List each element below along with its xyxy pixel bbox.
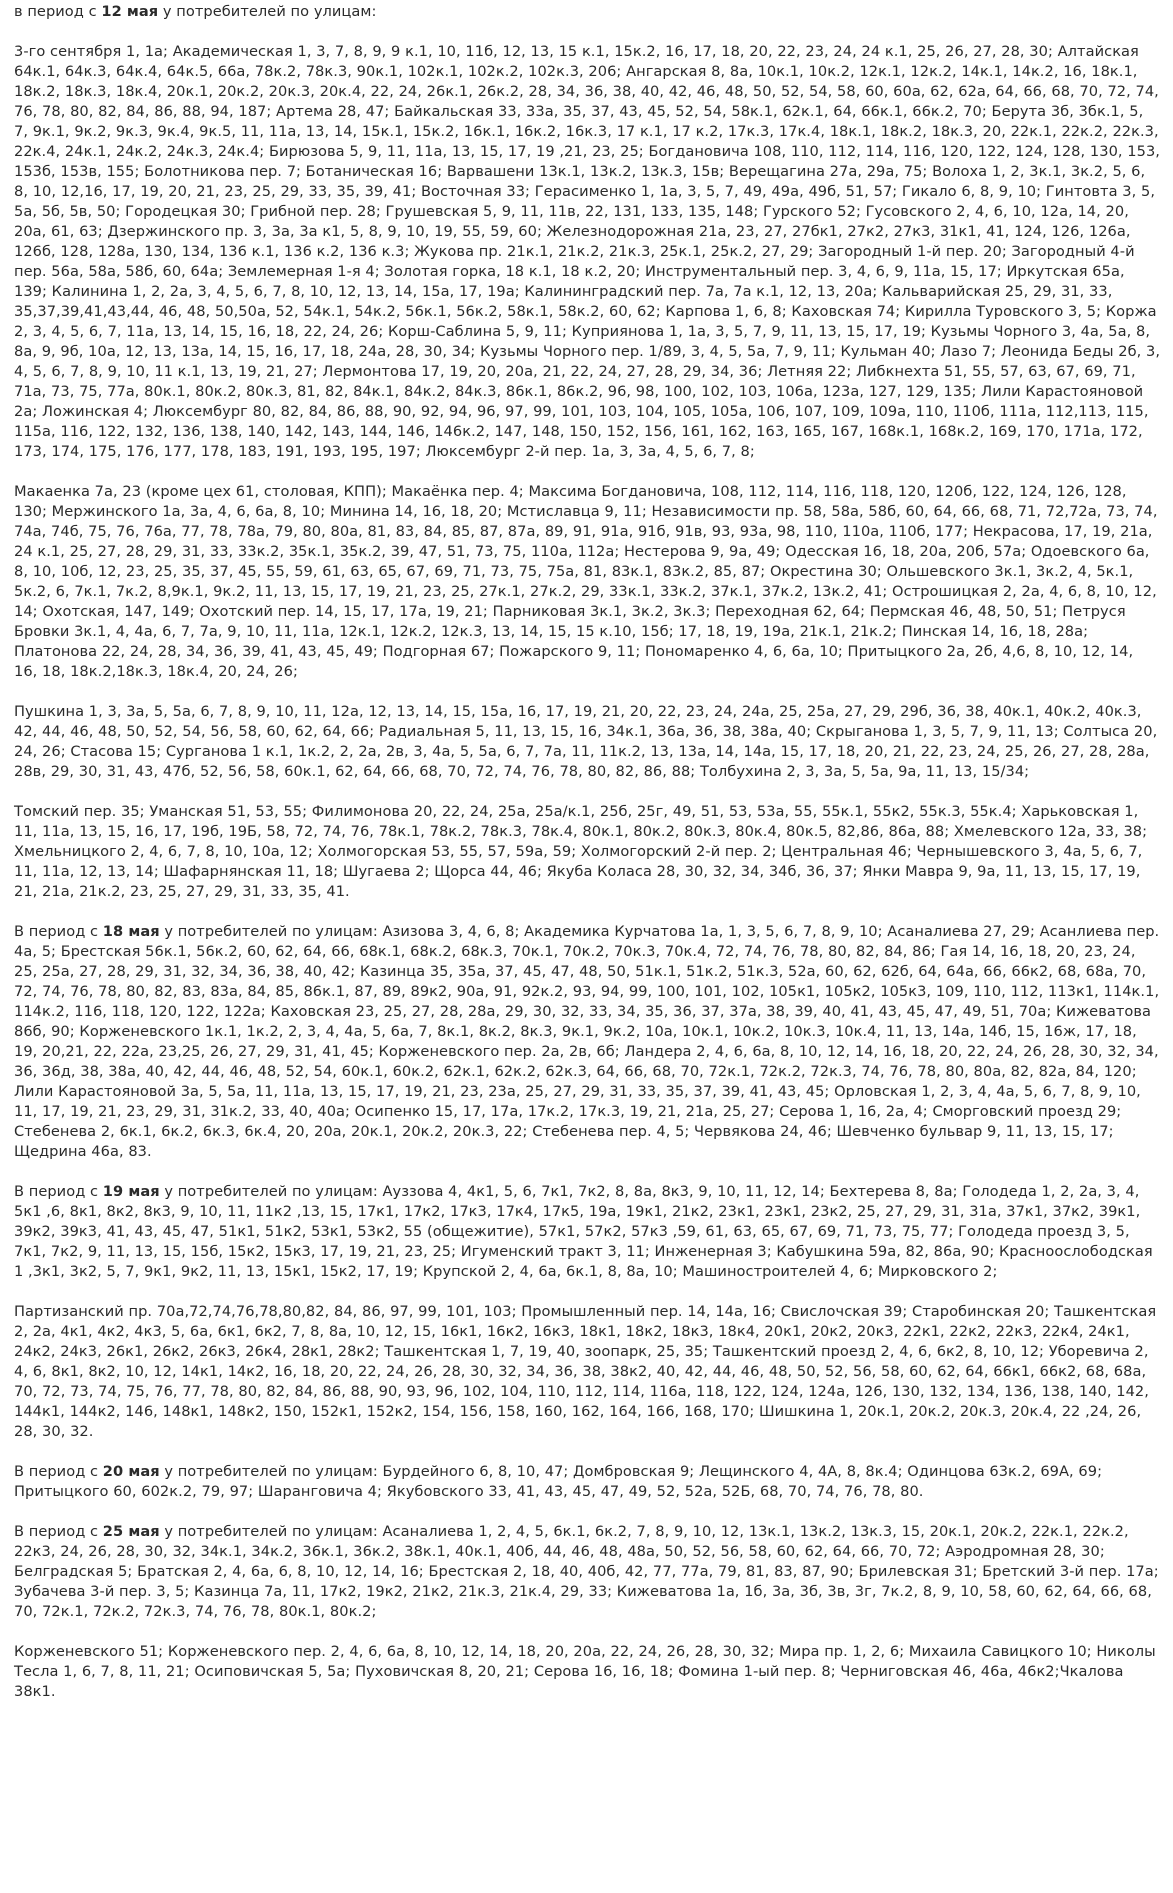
section-date: 18 мая	[102, 923, 160, 940]
intro-line	[14, 2, 1161, 22]
section-date: 20 мая	[102, 1463, 160, 1480]
may12-block-2: Макаенка 7а, 23 (кроме цех 61, столовая, КПП); Макаёнка пер. 4; Максима Богдановича, 108, 112, 114, 116, 118, 120, 120б, 122, 124, 126, 128, 130; Мержинского 1а, 3а, 4, 6, 6а, 8, 10; Минина 14, 16, 18, 20; Мстиславца 9, 11; Независимости пр. 58, 58а, 58б, 60, 64, 66, 68, 71, 72,72а, 73, 74, 74а, 74б, 75, 76, 76а, 77, 78, 78а, 79, 80, 80а, 81, 83, 84, 85, 87, 87а, 89, 91, 91а, 91б, 91в, 93, 93а, 98, 110, 110а, 110б, 177; Некрасова, 17, 19, 21а, 24 к.1, 25, 27, 28, 29, 31, 33, 33к.2, 35к.1, 35к.2, 39, 47, 51, 73, 75, 110а, 112а; Нестерова 9, 9а, 49; Одесская 16, 18, 20а, 20б, 57а; Одоевского 6а, 8, 10, 10б, 12, 23, 25, 35, 37, 45, 55, 59, 61, 63, 65, 67, 69, 71, 73, 75, 75а, 81, 83к.1, 83к.2, 85, 87; Окрестина 30; Ольшевского 3к.1, 3к.2, 4, 5к.1, 5к.2, 6, 7к.1, 7к.2, 8,9к.1, 9к.2, 11, 13, 15, 17, 19, 21, 23, 25, 27к.1, 27к.2, 29, 33к.1, 33к.2, 37к.1, 37к.2, 13к.2, 41; Острошицкая 2, 2а, 4, 6, 8, 10, 12, 14; Охотская, 147, 149; Охотский пер. 14, 15, 17, 17а, 19, 21; Парниковая 3к.1, 3к.2, 3к.3; Переходная 62, 64; Пермская 46, 48, 50, 51; Петруся Бровки 3к.1, 4, 4а, 6, 7, 7а, 9, 10, 11, 11а, 12к.1, 12к.2, 12к.3, 13, 14, 15, 15 к.10, 15б; 17, 18, 19, 19а, 21к.1, 21к.2; Пинская 14, 16, 18, 28а; Платонова 22, 24, 28, 34, 36, 39, 41, 43, 45, 49; Подгорная 67; Пожарского 9, 11; Пономаренко 4, 6, 6а, 10; Притыцкого 2а, 2б, 4,6, 8, 10, 12, 14, 16, 18, 18к.2,18к.3, 18к.4, 20, 24, 26;	[14, 483, 1158, 680]
section-prefix: В период с	[14, 1183, 103, 1200]
section-text: Корженевского 51; Корженевского пер. 2, 4, 6, 6а, 8, 10, 12, 14, 18, 20, 20а, 22, 24, 26, 28, 30, 32; Мира пр. 1, 2, 6; Михаила Савицкого 10; Николы Тесла 1, 6, 7, 8, 11, 21; Осиповичская 5, 5а; Пуховичская 8, 20, 21; Серова 16, 16, 18; Фомина 1-ый пер. 8; Черниговская 46, 46а, 46к2;Чкалова 38к1.	[14, 1643, 1156, 1700]
section-may19	[14, 1182, 1161, 1282]
section-may18	[14, 922, 1161, 1162]
section-text: у потребителей по улицам: Ауззова 4, 4к1, 5, 6, 7к1, 7к2, 8, 8а, 8к3, 9, 10, 11, 12, 14; Бехтерева 8, 8а; Голодеда 1, 2, 2а, 3, 4, 5к1 ,6, 8к1, 8к2, 8к3, 9, 10, 11, 11к2 ,13, 15, 17к1, 17к2, 17к3, 17к4, 17к5, 19а, 19к1, 21к2, 23к1, 23к1, 23к2, 25, 27, 29, 31, 31а, 37к1, 37к2, 39к1, 39к2, 39к3, 41, 43, 45, 47, 51к1, 51к2, 53к1, 53к2, 55 (общежитие), 57к1, 57к2, 57к3 ,59, 61, 63, 65, 67, 69, 71, 73, 75, 77; Голодеда проезд 3, 5, 7к1, 7к2, 9, 11, 13, 15, 15б, 15к2, 15к3, 17, 19, 21, 23, 25; Игуменский тракт 3, 11; Инженерная 3; Кабушкина 59а, 82, 86а, 90; Красноослободская 1 ,3к1, 3к2, 5, 7, 9к1, 9к2, 11, 13, 15к1, 15к2, 17, 19; Крупской 2, 4, 6а, 6к.1, 8, 8а, 10; Машиностроителей 4, 6; Мирковского 2;	[14, 1183, 1153, 1280]
section-date: 19 мая	[102, 1183, 160, 1200]
may12-block-3: Пушкина 1, 3, 3а, 5, 5а, 6, 7, 8, 9, 10, 11, 12а, 12, 13, 14, 15, 15а, 16, 17, 19, 21, 20, 22, 23, 24, 24а, 25, 25а, 27, 29, 29б, 36, 38, 40к.1, 40к.2, 40к.3, 42, 44, 46, 48, 50, 52, 54, 56, 58, 60, 62, 64, 66; Радиальная 5, 11, 13, 15, 16, 34к.1, 36а, 36, 38, 38а, 40; Скрыганова 1, 3, 5, 7, 9, 11, 13; Солтыса 20, 24, 26; Стасова 15; Сурганова 1 к.1, 1к.2, 2, 2а, 2в, 3, 4а, 5, 5а, 6, 7, 7а, 11, 11к.2, 13, 13а, 14, 14а, 15, 17, 18, 20, 21, 22, 23, 24, 25, 26, 27, 28, 28а, 28в, 29, 30, 31, 43, 47б, 52, 56, 58, 60к.1, 62, 64, 66, 68, 70, 72, 74, 76, 78, 80, 82, 86, 88; Толбухина 2, 3, 3а, 5, 5а, 9а, 11, 13, 15/34;	[14, 703, 1158, 780]
section-text: Партизанский пр. 70а,72,74,76,78,80,82, 84, 86, 97, 99, 101, 103; Промышленный пер. 14, 14а, 16; Свислочская 39; Старобинская 20; Ташкентская 2, 2а, 4к1, 4к2, 4к3, 5, 6а, 6к1, 6к2, 7, 8, 8а, 10, 12, 15, 16к1, 16к2, 16к3, 18к1, 18к2, 18к3, 18к4, 20к1, 20к2, 20к3, 22к1, 22к2, 22к3, 22к4, 24к1, 24к2, 24к3, 26к1, 26к2, 26к3, 26к4, 28к1, 28к2; Ташкентская 1, 7, 19, 40, зоопарк, 25, 35; Ташкентский проезд 2, 4, 6, 6к2, 8, 10, 12; Уборевича 2, 4, 6, 8к1, 8к2, 10, 12, 14к1, 14к2, 16, 18, 20, 22, 24, 26, 28, 30, 32, 34, 36, 38, 38к2, 40, 42, 44, 46, 48, 50, 52, 56, 58, 60, 62, 64, 66к1, 66к2, 68, 68а, 70, 72, 73, 74, 75, 76, 77, 78, 80, 82, 84, 86, 88, 90, 93, 96, 102, 104, 110, 112, 114, 116а, 118, 122, 124, 124а, 126, 130, 132, 134, 136, 138, 140, 142, 144к1, 144к2, 146, 148к1, 148к2, 150, 152к1, 152к2, 154, 156, 158, 160, 162, 164, 166, 168, 170; Шишкина 1, 20к.1, 20к.2, 20к.3, 20к.4, 22 ,24, 26, 28, 30, 32.	[14, 1303, 1157, 1440]
section-text: у потребителей по улицам: Азизова 3, 4, 6, 8; Академика Курчатова 1а, 1, 3, 5, 6, 7, 8, 9, 10; Асаналиева 27, 29; Асанлиева пер. 4а, 5; Брестская 56к.1, 56к.2, 60, 62, 64, 66, 68к.1, 68к.2, 68к.3, 70к.1, 70к.2, 70к.3, 70к.4, 72, 74, 76, 78, 80, 82, 84, 86; Гая 14, 16, 18, 20, 23, 24, 25, 25а, 27, 28, 29, 31, 32, 34, 36, 38, 40, 42; Казинца 35, 35а, 37, 45, 47, 48, 50, 51к.1, 51к.2, 51к.3, 52а, 60, 62, 62б, 64, 64а, 66, 66к2, 68, 68а, 70, 72, 74, 76, 78, 80, 82, 83, 83а, 84, 85, 86к.1, 87, 89, 89к2, 90а, 91, 92к.2, 93, 94, 99, 100, 101, 102, 105к1, 105к2, 105к3, 109, 110, 112, 113к1, 114к.1, 114к.2, 116, 118, 120, 122, 122а; Каховская 23, 25, 27, 28, 28а, 29, 30, 32, 33, 34, 35, 36, 37, 37а, 38, 39, 40, 41, 43, 45, 47, 49, 51, 70а; Кижеватова 86б, 90; Корженевского 1к.1, 1к.2, 2, 3, 4, 4а, 5, 6а, 7, 8к.1, 8к.2, 8к.3, 9к.1, 9к.2, 10а, 10к.1, 10к.2, 10к.3, 10к.4, 11, 13, 14а, 14б, 15, 16ж, 17, 18, 19, 20,21, 22, 22а, 23,25, 26, 27, 29, 31, 41, 45; Корженевского пер. 2а, 2в, 6б; Ландера 2, 4, 6, 6а, 8, 10, 12, 14, 16, 18, 20, 22, 24, 26, 28, 30, 32, 34, 36, 36д, 38, 38а, 40, 42, 44, 46, 48, 52, 54, 60к.1, 60к.2, 62к.1, 62к.2, 62к.3, 64, 66, 68, 70, 72к.1, 72к.2, 72к.3, 74, 76, 78, 80, 80а, 82, 82а, 84, 120; Лили Карастояновой 3а, 5, 5а, 11, 11а, 13, 15, 17, 19, 21, 23, 23а, 25, 27, 29, 31, 33, 35, 37, 39, 41, 43, 45; Орловская 1, 2, 3, 4, 4а, 5, 6, 7, 8, 9, 10, 11, 17, 19, 21, 23, 29, 31, 31к.2, 33, 40, 40а; Осипенко 15, 17, 17а, 17к.2, 17к.3, 19, 21, 21а, 25, 27; Серова 1, 16, 2а, 4; Сморговский проезд 29; Стебенева 2, 6к.1, 6к.2, 6к.3, 6к.4, 20, 20а, 20к.1, 20к.2, 20к.3, 22; Стебенева пер. 4, 5; Червякова 24, 46; Шевченко бульвар 9, 11, 13, 15, 17; Щедрина 46а, 83.	[14, 923, 1160, 1160]
may12-block-1: 3-го сентября 1, 1а; Академическая 1, 3, 7, 8, 9, 9 к.1, 10, 11б, 12, 13, 15 к.1, 15к.2, 16, 17, 18, 20, 22, 23, 24, 24 к.1, 25, 26, 27, 28, 30; Алтайская 64к.1, 64к.3, 64к.4, 64к.5, 66а, 78к.2, 78к.3, 90к.1, 102к.1, 102к.2, 102к.3, 206; Ангарская 8, 8а, 10к.1, 10к.2, 12к.1, 12к.2, 14к.1, 14к.2, 16, 18к.1, 18к.2, 18к.3, 18к.4, 20к.1, 20к.2, 20к.3, 20к.4, 22, 24, 26к.1, 26к.2, 28, 34, 36, 38, 40, 42, 46, 48, 50, 52, 54, 58, 60, 60а, 62, 62а, 64, 66, 68, 70, 72, 74, 76, 78, 80, 82, 84, 86, 88, 94, 187; Артема 28, 47; Байкальская 33, 33а, 35, 37, 43, 45, 52, 54, 58к.1, 62к.1, 64, 66к.1, 66к.2, 70; Берута 3б, 3бк.1, 5, 7, 9к.1, 9к.2, 9к.3, 9к.4, 9к.5, 11, 11а, 13, 14, 15к.1, 15к.2, 16к.1, 16к.2, 16к.3, 17 к.1, 17 к.2, 17к.3, 17к.4, 18к.1, 18к.2, 18к.3, 20, 22к.1, 22к.2, 22к.3, 22к.4, 24к.1, 24к.2, 24к.3, 24к.4; Бирюзова 5, 9, 11, 11а, 13, 15, 17, 19 ,21, 23, 25; Богдановича 108, 110, 112, 114, 116, 120, 122, 124, 128, 130, 153, 153б, 153в, 155; Болотникова пер. 7; Ботаническая 16; Варвашени 13к.1, 13к.2, 13к.3, 15в; Верещагина 27а, 29а, 75; Волоха 1, 2, 3к.1, 3к.2, 5, 6, 8, 10, 12,16, 17, 19, 20, 21, 23, 25, 29, 33, 35, 39, 41; Восточная 33; Герасименко 1, 1а, 3, 5, 7, 49, 49а, 49б, 51, 57; Гикало 6, 8, 9, 10; Гинтовта 3, 5, 5а, 5б, 5в, 50; Городецкая 30; Грибной пер. 28; Грушевская 5, 9, 11, 11в, 22, 131, 133, 135, 148; Гурского 52; Гусовского 2, 4, 6, 10, 12а, 14, 20, 20а, 61, 63; Дзержинского пр. 3, 3а, 3а к1, 5, 8, 9, 10, 19, 55, 59, 60; Железнодорожная 21а, 23, 27, 27бк1, 27к2, 27к3, 31к1, 41, 124, 126, 126а, 126б, 128, 128а, 130, 134, 136 к.1, 136 к.2, 136 к.3; Жукова пр. 21к.1, 21к.2, 21к.3, 25к.1, 25к.2, 27, 29; Загородный 1-й пер. 20; Загородный 4-й пер. 56а, 58а, 58б, 60, 64а; Землемерная 1-я 4; Золотая горка, 18 к.1, 18 к.2, 20; Инструментальный пер. 3, 4, 6, 9, 11а, 15, 17; Иркутская 65а, 139; Калинина 1, 2, 2а, 3, 4, 5, 6, 7, 8, 10, 12, 13, 14, 15а, 17, 19а; Калининградский пер. 7а, 7а к.1, 12, 13, 20а; Кальварийская 25, 29, 31, 33, 35,37,39,41,43,44, 46, 48, 50,50а, 52, 54к.1, 54к.2, 56к.1, 56к.2, 58к.1, 58к.2, 60, 62; Карпова 1, 6, 8; Каховская 74; Кирилла Туровского 3, 5; Коржа 2, 3, 4, 5, 6, 7, 11а, 13, 14, 15, 16, 18, 22, 24, 26; Корш-Саблина 5, 9, 11; Куприянова 1, 1а, 3, 5, 7, 9, 11, 13, 15, 17, 19; Кузьмы Чорного 3, 4а, 5а, 8, 8а, 9, 9б, 10а, 12, 13, 13а, 14, 15, 16, 17, 18, 24а, 28, 30, 34; Кузьмы Чорного пер. 1/89, 3, 4, 5, 5а, 7, 9, 11; Кульман 40; Лазо 7; Леонида Беды 2б, 3, 4, 5, 6, 7, 8, 9, 10, 11 к.1, 13, 19, 21, 27; Лермонтова 17, 19, 20, 20а, 21, 22, 24, 27, 28, 29, 34, 36; Летняя 22; Либкнехта 51, 55, 57, 63, 67, 69, 71, 71а, 73, 75, 77а, 80к.1, 80к.2, 80к.3, 81, 82, 84к.1, 84к.2, 84к.3, 86к.1, 86к.2, 96, 98, 100, 102, 103, 106а, 123а, 127, 129, 135; Лили Карастояновой 2а; Ложинская 4; Люксембург 80, 82, 84, 86, 88, 90, 92, 94, 96, 97, 99, 101, 103, 104, 105, 105а, 106, 107, 109, 109а, 110, 110б, 111а, 112,113, 115, 115а, 116, 122, 132, 136, 138, 140, 142, 143, 144, 146, 146к.2, 147, 148, 150, 152, 156, 161, 162, 163, 165, 167, 168к.1, 168к.2, 169, 170, 171а, 172, 173, 174, 175, 176, 177, 178, 183, 191, 193, 195, 197; Люксембург 2-й пер. 1а, 3, 3а, 4, 5, 6, 7, 8;	[14, 43, 1161, 460]
intro-suffix: у потребителей по улицам:	[158, 3, 377, 20]
section-date: 25 мая	[102, 1523, 160, 1540]
section-text: у потребителей по улицам: Бурдейного 6, 8, 10, 47; Домбровская 9; Лещинского 4, 4А, 8, 8к.4; Одинцова 63к.2, 69А, 69; Притыцкого 60, 602к.2, 79, 97; Шаранговича 4; Якубовского 33, 41, 43, 45, 47, 49, 52, 52а, 52Б, 68, 70, 74, 76, 78, 80.	[14, 1463, 1103, 1500]
section-prefix: В период с	[14, 923, 103, 940]
section-may19-continued	[14, 1302, 1161, 1442]
section-may20	[14, 1462, 1161, 1502]
section-may25-continued	[14, 1642, 1161, 1702]
section-prefix: В период с	[14, 1523, 103, 1540]
intro-prefix: в период с	[14, 3, 102, 20]
may12-block-4: Томский пер. 35; Уманская 51, 53, 55; Филимонова 20, 22, 24, 25а, 25а/к.1, 25б, 25г, 49, 51, 53, 53а, 55, 55к.1, 55к2, 55к.3, 55к.4; Харьковская 1, 11, 11а, 13, 15, 16, 17, 19б, 19Б, 58, 72, 74, 76, 78к.1, 78к.2, 78к.3, 78к.4, 80к.1, 80к.2, 80к.3, 80к.4, 80к.5, 82,86, 86а, 88; Хмелевского 12а, 33, 38; Хмельницкого 2, 4, 6, 7, 8, 10, 10а, 12; Холмогорская 53, 55, 57, 59а, 59; Холмогорский 2-й пер. 2; Центральная 46; Чернышевского 3, 4а, 5, 6, 7, 11, 11а, 12, 13, 14; Шафарнянская 11, 18; Шугаева 2; Щорса 44, 46; Якуба Коласа 28, 30, 32, 34, 34б, 36, 37; Янки Мавра 9, 9а, 11, 13, 15, 17, 19, 21, 21а, 21к.2, 23, 25, 27, 29, 31, 33, 35, 41.	[14, 803, 1148, 900]
intro-date: 12 мая	[101, 3, 159, 20]
section-text: у потребителей по улицам: Асаналиева 1, 2, 4, 5, 6к.1, 6к.2, 7, 8, 9, 10, 12, 13к.1, 13к.2, 13к.3, 15, 20к.1, 20к.2, 22к.1, 22к.2, 22к3, 24, 26, 28, 30, 32, 34к.1, 34к.2, 36к.1, 36к.2, 38к.1, 40к.1, 40б, 44, 46, 48, 48а, 50, 52, 56, 58, 60, 62, 64, 66, 70, 72; Аэродромная 28, 30; Белградская 5; Братская 2, 4, 6а, 6, 8, 10, 12, 14, 16; Брестская 2, 18, 40, 40б, 42, 77, 77а, 79, 81, 83, 87, 90; Брилевская 31; Бретский 3-й пер. 17а; Зубачева 3-й пер. 3, 5; Казинца 7а, 11, 17к2, 19к2, 21к2, 21к.3, 21к.4, 29, 33; Кижеватова 1а, 1б, 3а, 3б, 3в, 3г, 7к.2, 8, 9, 10, 58, 60, 62, 64, 66, 68, 70, 72к.1, 72к.2, 72к.3, 74, 76, 78, 80к.1, 80к.2;	[14, 1523, 1159, 1620]
section-prefix: В период с	[14, 1463, 103, 1480]
section-may25	[14, 1522, 1161, 1622]
